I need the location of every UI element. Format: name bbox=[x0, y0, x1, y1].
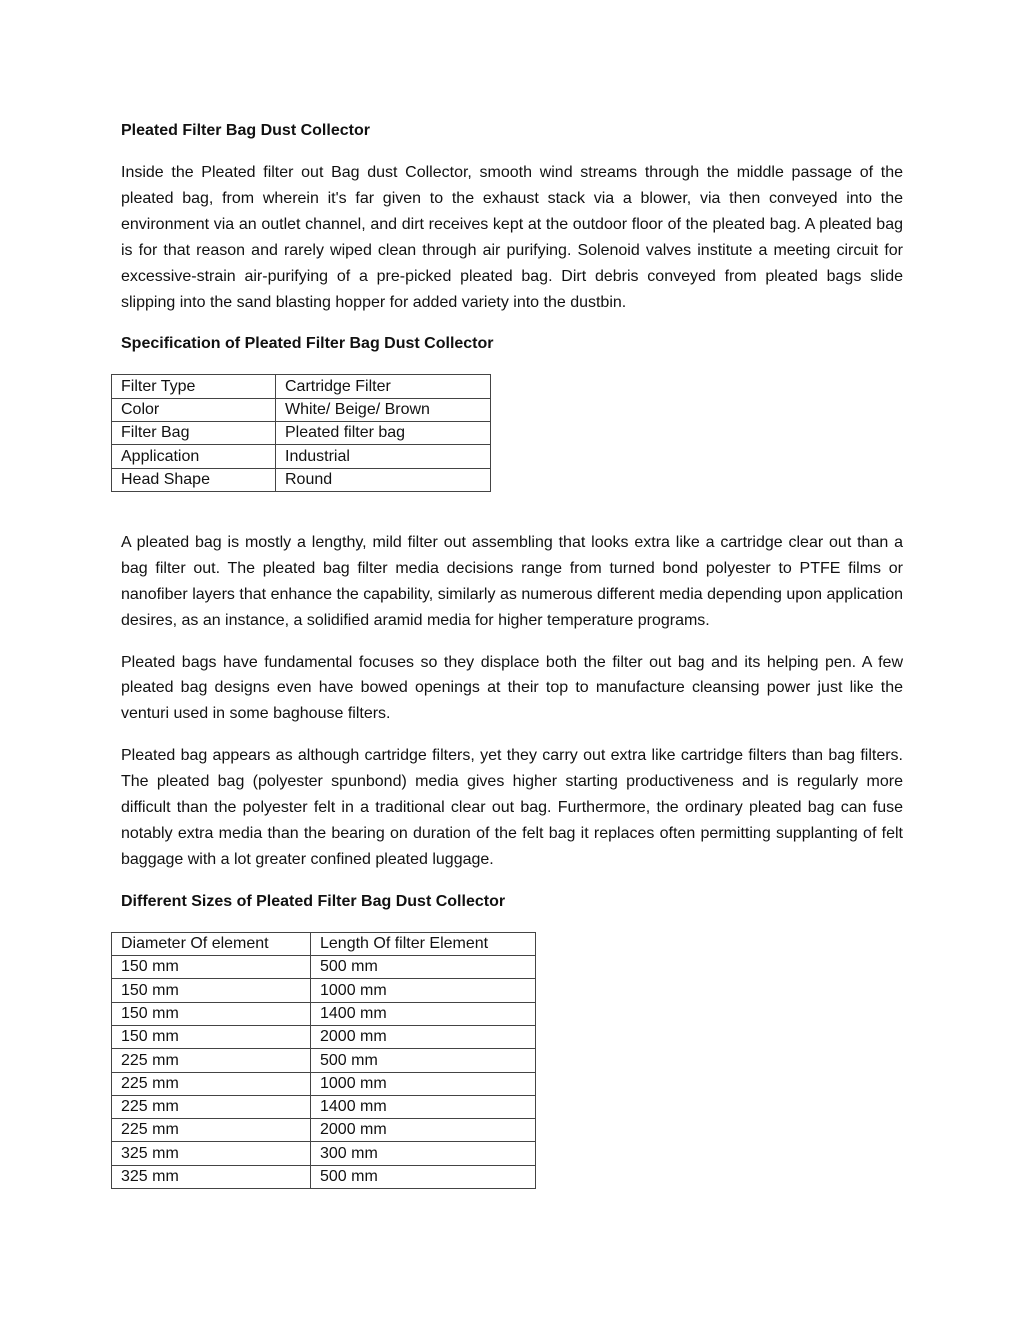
table-cell: 1400 mm bbox=[311, 1002, 536, 1025]
table-cell: 225 mm bbox=[112, 1072, 311, 1095]
table-row bbox=[112, 1072, 536, 1095]
table-cell: Industrial bbox=[276, 445, 491, 468]
intro-paragraph: Inside the Pleated filter out Bag dust Collector, smooth wind streams through the middle passage of the pleated bag, from wherein it's far given to the exhaust stack via a blower, via then conveyed into the environment via an outlet channel, and dirt receives kept at the outdoor floor of the pleated bag. A pleated bag is for that reason and rarely wiped clean through air purifying. Solenoid valves institute a meeting circuit for excessive-strain air-purifying of a pre-picked pleated bag. Dirt debris conveyed from pleated bags slide slipping into the sand blasting hopper for added variety into the dustbin. bbox=[121, 164, 903, 311]
table-cell: 150 mm bbox=[112, 979, 311, 1002]
table-row bbox=[112, 422, 491, 445]
table-row bbox=[112, 1142, 536, 1165]
table-cell: Pleated filter bag bbox=[276, 422, 491, 445]
table-row bbox=[112, 375, 491, 398]
table-cell: 150 mm bbox=[112, 1025, 311, 1048]
table-cell: 225 mm bbox=[112, 1095, 311, 1118]
table-row bbox=[112, 1095, 536, 1118]
table-cell: 225 mm bbox=[112, 1119, 311, 1142]
table-cell: Color bbox=[112, 398, 276, 421]
table-cell: 500 mm bbox=[311, 1049, 536, 1072]
document-content bbox=[121, 118, 903, 1189]
table-cell: 1000 mm bbox=[311, 979, 536, 1002]
table-cell: 500 mm bbox=[311, 956, 536, 979]
table-row bbox=[112, 1119, 536, 1142]
section-heading-sizes: Different Sizes of Pleated Filter Bag Dust Collector bbox=[121, 892, 506, 910]
table-cell: 1000 mm bbox=[311, 1072, 536, 1095]
table-cell: 500 mm bbox=[311, 1165, 536, 1188]
table-cell: 2000 mm bbox=[311, 1119, 536, 1142]
pleated-bag-focus-paragraph: Pleated bags have fundamental focuses so they displace both the filter out bag and its helping pen. A few pleated bag designs even have bowed openings at their top to manufacture cleansing power just like the venturi used in some baghouse filters. bbox=[121, 653, 903, 723]
table-cell: Head Shape bbox=[112, 468, 276, 491]
table-cell: Filter Type bbox=[112, 375, 276, 398]
table-row bbox=[112, 1165, 536, 1188]
table-row bbox=[112, 1025, 536, 1048]
table-row bbox=[112, 398, 491, 421]
table-cell: White/ Beige/ Brown bbox=[276, 398, 491, 421]
table-row bbox=[112, 979, 536, 1002]
table-cell: 150 mm bbox=[112, 1002, 311, 1025]
table-row bbox=[112, 956, 536, 979]
table-cell: 225 mm bbox=[112, 1049, 311, 1072]
section-heading-main: Pleated Filter Bag Dust Collector bbox=[121, 122, 370, 139]
table-cell: 1400 mm bbox=[311, 1095, 536, 1118]
table-cell: 325 mm bbox=[112, 1165, 311, 1188]
table-header-row bbox=[112, 932, 536, 955]
table-header-cell: Diameter Of element bbox=[112, 932, 311, 955]
sizes-table bbox=[111, 932, 536, 1189]
table-header-cell: Length Of filter Element bbox=[311, 932, 536, 955]
table-cell: Cartridge Filter bbox=[276, 375, 491, 398]
section-heading-specification: Specification of Pleated Filter Bag Dust Collector bbox=[121, 335, 494, 353]
pleated-bag-description-paragraph: A pleated bag is mostly a lengthy, mild filter out assembling that looks extra like a cartridge clear out than a bag filter out. The pleated bag filter media decisions range from turned bond polyester to PTFE films or nanofiber layers that enhance the capability, similarly as numerous different media depending upon application desires, as an instance, a solidified aramid media for higher temperature programs. bbox=[121, 533, 903, 629]
table-cell: Application bbox=[112, 445, 276, 468]
table-row bbox=[112, 468, 491, 491]
table-cell: Filter Bag bbox=[112, 422, 276, 445]
table-cell: 325 mm bbox=[112, 1142, 311, 1165]
pleated-bag-performance-paragraph: Pleated bag appears as although cartridge filters, yet they carry out extra like cartridge filters than bag filters. The pleated bag (polyester spunbond) media gives higher starting productiveness and is regularly more difficult than the polyester felt in a traditional clear out bag. Furthermore, the ordinary pleated bag can fuse notably extra media than the bearing on duration of the felt bag it replaces often permitting supplanting of felt baggage with a lot greater confined pleated luggage. bbox=[121, 747, 903, 868]
table-cell: 300 mm bbox=[311, 1142, 536, 1165]
table-cell: 150 mm bbox=[112, 956, 311, 979]
table-row bbox=[112, 445, 491, 468]
table-cell: 2000 mm bbox=[311, 1025, 536, 1048]
table-row bbox=[112, 1002, 536, 1025]
table-cell: Round bbox=[276, 468, 491, 491]
table-row bbox=[112, 1049, 536, 1072]
specification-table bbox=[111, 374, 491, 491]
